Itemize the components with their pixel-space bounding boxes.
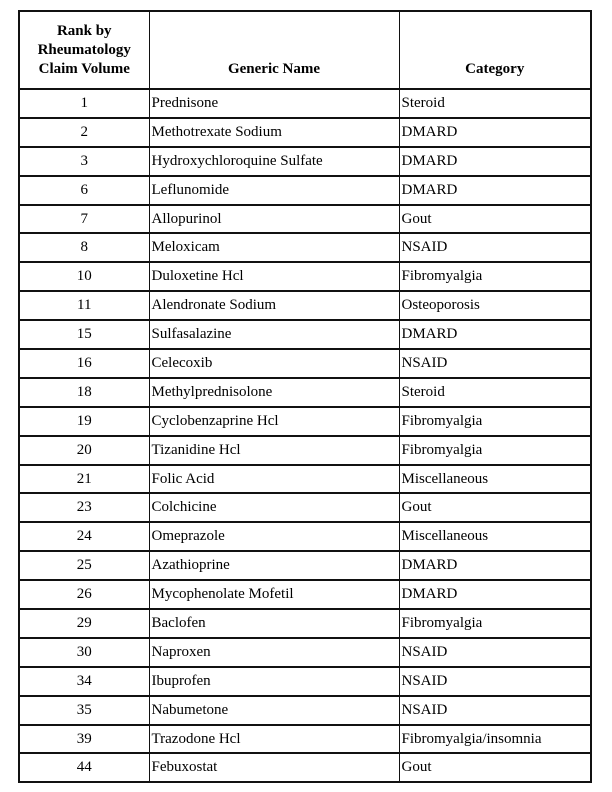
generic-name-cell: Nabumetone — [149, 696, 399, 725]
category-cell: Steroid — [399, 378, 591, 407]
category-cell: NSAID — [399, 233, 591, 262]
category-cell: NSAID — [399, 696, 591, 725]
rank-cell: 7 — [19, 205, 149, 234]
rheumatology-claims-table — [18, 10, 592, 783]
rank-cell: 19 — [19, 407, 149, 436]
table-row — [19, 349, 591, 378]
category-cell: Miscellaneous — [399, 522, 591, 551]
generic-name-cell: Cyclobenzaprine Hcl — [149, 407, 399, 436]
category-cell: Steroid — [399, 89, 591, 118]
rank-cell: 10 — [19, 262, 149, 291]
header-rank-by-claim-volume: Rank by Rheumatology Claim Volume — [19, 11, 149, 89]
table-row — [19, 580, 591, 609]
table-row — [19, 609, 591, 638]
rank-cell: 25 — [19, 551, 149, 580]
generic-name-cell: Folic Acid — [149, 465, 399, 494]
generic-name-cell: Prednisone — [149, 89, 399, 118]
generic-name-cell: Celecoxib — [149, 349, 399, 378]
table-row — [19, 233, 591, 262]
category-cell: Gout — [399, 493, 591, 522]
table-row — [19, 291, 591, 320]
table-row — [19, 667, 591, 696]
generic-name-cell: Methylprednisolone — [149, 378, 399, 407]
category-cell: Gout — [399, 205, 591, 234]
rank-cell: 15 — [19, 320, 149, 349]
generic-name-cell: Naproxen — [149, 638, 399, 667]
table-row — [19, 638, 591, 667]
table-row — [19, 465, 591, 494]
rank-cell: 34 — [19, 667, 149, 696]
generic-name-cell: Azathioprine — [149, 551, 399, 580]
rank-cell: 24 — [19, 522, 149, 551]
category-cell: Miscellaneous — [399, 465, 591, 494]
header-generic-name: Generic Name — [149, 11, 399, 89]
table-row — [19, 551, 591, 580]
rank-cell: 18 — [19, 378, 149, 407]
generic-name-cell: Ibuprofen — [149, 667, 399, 696]
rank-cell: 20 — [19, 436, 149, 465]
category-cell: Fibromyalgia — [399, 436, 591, 465]
table-row — [19, 89, 591, 118]
generic-name-cell: Leflunomide — [149, 176, 399, 205]
rank-cell: 44 — [19, 753, 149, 782]
rank-cell: 8 — [19, 233, 149, 262]
generic-name-cell: Baclofen — [149, 609, 399, 638]
category-cell: NSAID — [399, 667, 591, 696]
rank-cell: 21 — [19, 465, 149, 494]
header-row — [19, 11, 591, 89]
rank-cell: 2 — [19, 118, 149, 147]
table-body — [19, 89, 591, 782]
rank-cell: 35 — [19, 696, 149, 725]
generic-name-cell: Febuxostat — [149, 753, 399, 782]
generic-name-cell: Mycophenolate Mofetil — [149, 580, 399, 609]
rank-cell: 39 — [19, 725, 149, 754]
rank-cell: 16 — [19, 349, 149, 378]
generic-name-cell: Trazodone Hcl — [149, 725, 399, 754]
category-cell: Fibromyalgia — [399, 262, 591, 291]
category-cell: Fibromyalgia — [399, 609, 591, 638]
header-category: Category — [399, 11, 591, 89]
rank-cell: 29 — [19, 609, 149, 638]
table-row — [19, 118, 591, 147]
rank-cell: 30 — [19, 638, 149, 667]
generic-name-cell: Allopurinol — [149, 205, 399, 234]
rank-cell: 11 — [19, 291, 149, 320]
category-cell: DMARD — [399, 176, 591, 205]
rank-cell: 23 — [19, 493, 149, 522]
table-row — [19, 407, 591, 436]
category-cell: DMARD — [399, 551, 591, 580]
table-row — [19, 262, 591, 291]
table-row — [19, 320, 591, 349]
table-row — [19, 753, 591, 782]
table-row — [19, 147, 591, 176]
category-cell: DMARD — [399, 118, 591, 147]
category-cell: Osteoporosis — [399, 291, 591, 320]
table-row — [19, 378, 591, 407]
rank-cell: 1 — [19, 89, 149, 118]
category-cell: DMARD — [399, 320, 591, 349]
table-row — [19, 436, 591, 465]
generic-name-cell: Tizanidine Hcl — [149, 436, 399, 465]
rank-cell: 3 — [19, 147, 149, 176]
category-cell: Gout — [399, 753, 591, 782]
rank-cell: 6 — [19, 176, 149, 205]
generic-name-cell: Meloxicam — [149, 233, 399, 262]
table-row — [19, 522, 591, 551]
generic-name-cell: Colchicine — [149, 493, 399, 522]
category-cell: Fibromyalgia — [399, 407, 591, 436]
generic-name-cell: Methotrexate Sodium — [149, 118, 399, 147]
table-row — [19, 205, 591, 234]
table-row — [19, 725, 591, 754]
table-row — [19, 696, 591, 725]
category-cell: DMARD — [399, 580, 591, 609]
generic-name-cell: Sulfasalazine — [149, 320, 399, 349]
category-cell: NSAID — [399, 638, 591, 667]
category-cell: DMARD — [399, 147, 591, 176]
rank-cell: 26 — [19, 580, 149, 609]
generic-name-cell: Duloxetine Hcl — [149, 262, 399, 291]
generic-name-cell: Alendronate Sodium — [149, 291, 399, 320]
table-row — [19, 493, 591, 522]
generic-name-cell: Hydroxychloroquine Sulfate — [149, 147, 399, 176]
category-cell: NSAID — [399, 349, 591, 378]
table-row — [19, 176, 591, 205]
category-cell: Fibromyalgia/insomnia — [399, 725, 591, 754]
generic-name-cell: Omeprazole — [149, 522, 399, 551]
table-header — [19, 11, 591, 89]
